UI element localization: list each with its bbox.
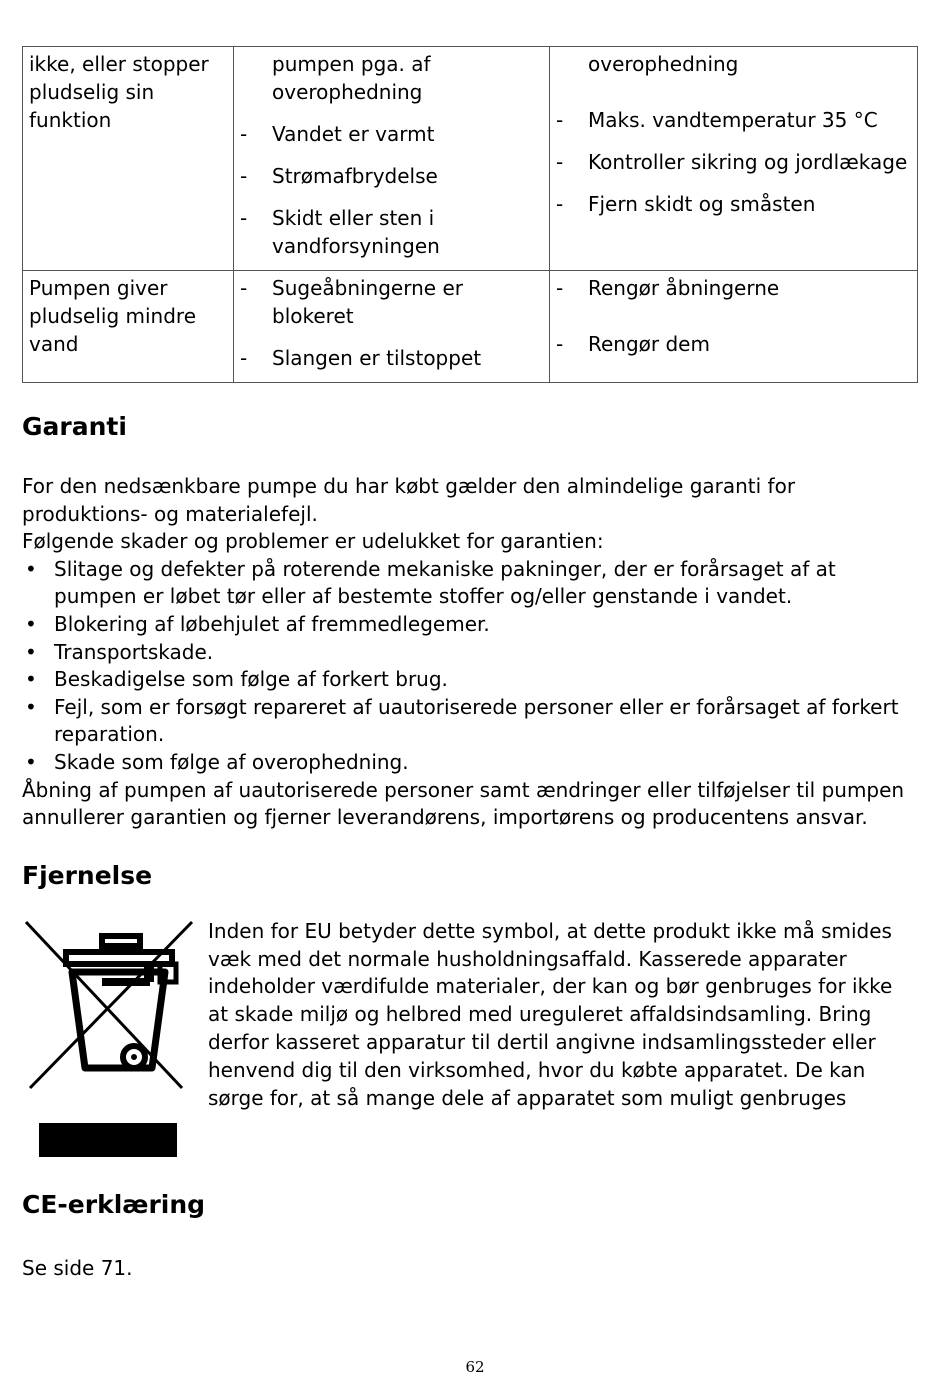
heading-ce: CE-erklæring xyxy=(22,1189,206,1219)
weee-crossed-bin-icon xyxy=(22,918,208,1165)
heading-fjernelse: Fjernelse xyxy=(22,860,153,890)
cause-item: - Sugeåbningerne er blokeret xyxy=(240,276,463,328)
remedy-item: - Fjern skidt og småsten xyxy=(556,192,816,216)
page-content xyxy=(22,46,917,1282)
remedy-item: - Maks. vandtemperatur 35 °C xyxy=(556,108,878,132)
problem-text: Pumpen giver pludselig mindre vand xyxy=(29,276,197,356)
disposal-section xyxy=(22,918,917,1165)
remedy-cell xyxy=(550,47,918,271)
remedy-item: - Rengør dem xyxy=(556,332,710,356)
garanti-section xyxy=(22,473,917,832)
cause-cell xyxy=(234,271,550,383)
list-item: • Skade som følge af overophedning. xyxy=(25,749,409,774)
cause-cell xyxy=(234,47,550,271)
table-row xyxy=(23,271,918,383)
problem-cell xyxy=(23,271,234,383)
cause-item: pumpen pga. af overophedning xyxy=(272,52,431,104)
remedy-item: overophedning xyxy=(588,52,739,76)
list-item: • Beskadigelse som følge af forkert brug. xyxy=(25,667,448,692)
disposal-text: Inden for EU betyder dette symbol, at dette produkt ikke må smides væk med det normale husholdningsaffald. Kasserede apparater indeholder værdifulde materialer, der kan og bør genbruges for ikke at skade miljø og helbred med ureguleret affaldsindsamling. Bring derfor kasseret apparatur til dertil angivne indsamlingssteder eller henvend dig til den virksomhed, hvor du købte apparatet. De kan sørge for, at så mange dele af apparatet som muligt genbruges xyxy=(208,918,893,1110)
cause-item: - Skidt eller sten i vandforsyningen xyxy=(240,206,440,258)
remedy-item: - Kontroller sikring og jordlækage xyxy=(556,150,908,174)
garanti-intro: For den nedsænkbare pumpe du har købt gælder den almindelige garanti for produktions- og materialefejl. xyxy=(22,474,796,526)
list-item: • Transportskade. xyxy=(25,639,214,664)
exclusion-list xyxy=(22,556,917,777)
ce-text: Se side 71. xyxy=(22,1255,133,1280)
problem-text: ikke, eller stopper pludselig sin funktion xyxy=(29,52,209,132)
cause-item: - Vandet er varmt xyxy=(240,122,435,146)
remedy-cell xyxy=(550,271,918,383)
list-item: • Slitage og defekter på roterende mekaniske pakninger, der er forårsaget af at pumpen er løbet tør eller af bestemte stoffer og/eller genstande i vandet. xyxy=(25,556,836,609)
remedy-item: - Rengør åbningerne xyxy=(556,276,780,300)
garanti-closing: Åbning af pumpen af uautoriserede personer samt ændringer eller tilføjelser til pumpen annullerer garantien og fjerner leverandørens, importørens og producentens ansvar. xyxy=(22,777,905,830)
cause-item: - Slangen er tilstoppet xyxy=(240,346,482,370)
page-number: 62 xyxy=(465,1358,485,1376)
problem-cell xyxy=(23,47,234,271)
table-row xyxy=(23,47,918,271)
troubleshooting-table xyxy=(22,46,918,383)
garanti-lead: Følgende skader og problemer er udelukket for garantien: xyxy=(22,529,604,554)
heading-garanti: Garanti xyxy=(22,412,127,441)
list-item: • Fejl, som er forsøgt repareret af uautoriserede personer eller er forårsaget af forkert reparation. xyxy=(25,694,899,747)
list-item: • Blokering af løbehjulet af fremmedlegemer. xyxy=(25,611,490,636)
cause-item: - Strømafbrydelse xyxy=(240,164,438,188)
